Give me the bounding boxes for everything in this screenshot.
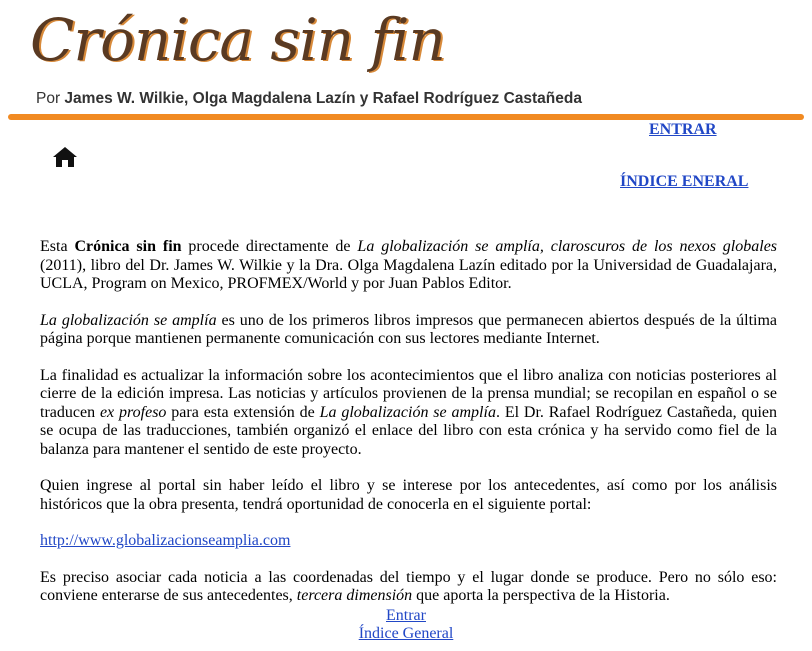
- byline-authors: James W. Wilkie, Olga Magdalena Lazín y Rafael Rodríguez Castañeda: [60, 90, 582, 107]
- intro-content: [40, 238, 777, 624]
- site-logo: Crónica sin fin: [30, 6, 445, 74]
- paragraph-3: La finalidad es actualizar la información sobre los acontecimientos que el libro analiza con noticias posteriores al cierre de la edición impresa. Las noticias y artículos provienen de la prensa mundial; se recopilan en español o se traducen ex profeso para esta extensión de La globalización se amplía. El Dr. Rafael Rodríguez Castañeda, quien se ocupa de las traducciones, también organizó el enlace del libro con esta crónica y ha servido como fiel de la balanza para mantener el sentido de este proyecto.: [40, 366, 778, 458]
- paragraph-4: Quien ingrese al portal sin haber leído el libro y se interese por los antecedentes, así como por los análisis históricos que la obra presenta, tendrá oportunidad de conocerla en el siguiente portal:: [40, 477, 777, 513]
- book-title: La globalización se amplía, claroscuros de los nexos globales: [357, 238, 778, 255]
- byline-prefix: Por: [36, 90, 61, 107]
- indice-general-link[interactable]: ÍNDICE ENERAL: [620, 173, 749, 190]
- chronicle-title: Crónica sin fin: [74, 238, 182, 255]
- paragraph-2: La globalización se amplía es uno de los primeros libros impresos que permanecen abiertos después de la última página porque mantienen permanente comunicación con sus lectores mediante Internet.: [40, 311, 778, 347]
- footer-nav: [0, 607, 812, 643]
- header-divider: [8, 114, 804, 120]
- book-title: La globalización se amplía: [319, 403, 496, 421]
- footer-entrar-link[interactable]: Entrar: [386, 607, 426, 624]
- home-icon[interactable]: [52, 146, 78, 168]
- page-header: [0, 0, 812, 125]
- book-title: La globalización se amplía: [40, 311, 217, 329]
- portal-link[interactable]: http://www.globalizacionseamplia.com: [40, 532, 291, 549]
- byline: [36, 90, 582, 108]
- footer-indice-general-link[interactable]: Índice General: [358, 625, 454, 642]
- entrar-link[interactable]: ENTRAR: [649, 121, 717, 138]
- portal-link-paragraph: [40, 532, 777, 551]
- paragraph-5: Es preciso asociar cada noticia a las coordenadas del tiempo y el lugar donde se produce. Pero no sólo eso: conviene enterarse de sus antecedentes, tercera dimensión que aporta la perspectiva de la Historia.: [40, 568, 777, 604]
- paragraph-1: Esta Crónica sin fin procede directamente de La globalización se amplía, claroscuros de los nexos globales (2011), libro del Dr. James W. Wilkie y la Dra. Olga Magdalena Lazín editado por la Universidad de Guadalajara, UCLA, Program on Mexico, PROFMEX/World y por Juan Pablos Editor.: [40, 238, 778, 292]
